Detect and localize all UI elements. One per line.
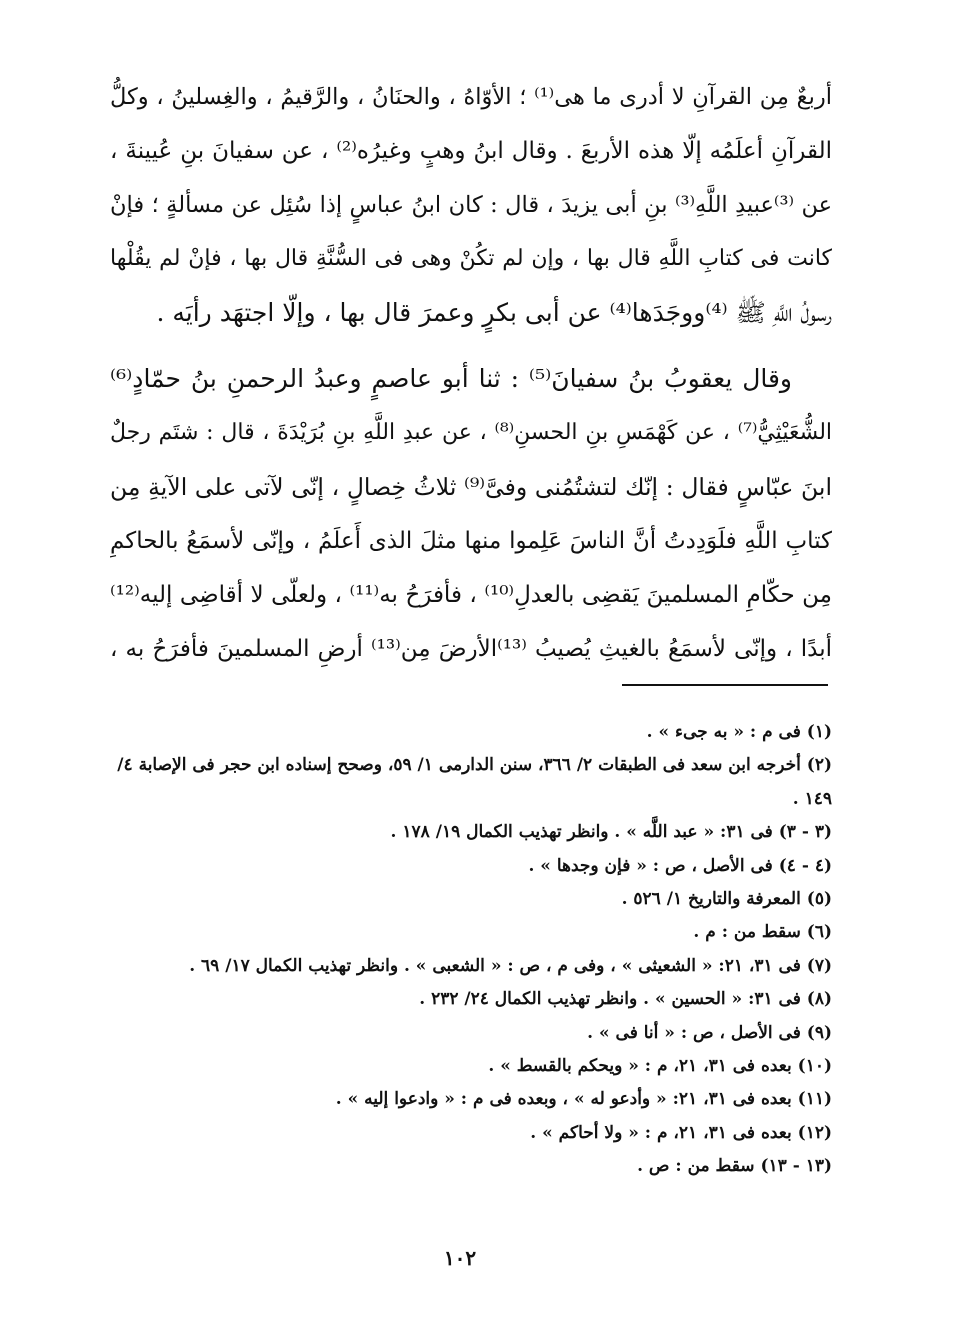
footnote: (٤ - ٤) فى الأصل ، ص : « فإن وجدها » . <box>528 855 832 876</box>
text-line: أبدًا ، وإنّى لأسمَعُ بالغيثِ يُصيبُ ⁽¹³⁾الأرضَ مِن⁽¹³⁾ أرضِ المسلمينَ فأفرَحُ به ، <box>110 636 832 662</box>
text-line: الشُّعَيْثِيُّ⁽⁷⁾ ، عن كَهْمَسِ بنِ الحسنِ⁽⁸⁾ ، عن عبدِ اللَّهِ بنِ بُرَيْدَةَ ، قال : شتَم رجلٌ <box>110 420 832 445</box>
text-line: عن ⁽³⁾عبيدِ اللَّهِ⁽³⁾ بنِ أبى يزيدَ ، قال : كان ابنُ عباسٍ إذا سُئِل عن مسألةٍ ؛ فإنْ <box>110 192 832 218</box>
footnote: (١٢) بعده فى ٣١، ٢١، م : « ولا أحاكم » . <box>530 1122 832 1143</box>
footnotes <box>100 716 832 1184</box>
footnote: (٥) المعرفة والتاريخ ١/ ٥٢٦ . <box>621 889 832 910</box>
text-line: القرآنِ أعلَمُه إلّا هذه الأربعَ . وقال ابنُ وهبٍ وغيرُه⁽²⁾ ، عن سفيانَ بنِ عُيينةَ ، <box>110 138 832 164</box>
footnote-continuation: ١٤٩ . <box>792 788 832 809</box>
main-text <box>110 70 832 676</box>
footnote: (١٠) بعده فى ٣١، ٢١، م : « ويحكم بالقسط » . <box>488 1056 832 1077</box>
page-number: ١٠٢ <box>443 1246 477 1270</box>
text-line: أربعٌ مِن القرآنِ لا أدرى ما هى⁽¹⁾ ؛ الأوّاهُ ، والحنَانُ ، والرَّقيمُ ، والغِسلينُ ، وكلُّ <box>110 84 832 110</box>
footnote: (١) فى م : « به جىء » . <box>646 722 832 742</box>
text-line: رسولُ اللَّهِ ﷺ ⁽⁴⁾ووجَدَها⁽⁴⁾ عن أبى بكرٍ وعمرَ قال بها ، وإلّا اجتهَد رأيَه . <box>156 298 832 327</box>
footnote: (٩) فى الأصل ، ص : « أنا فى » . <box>587 1022 832 1043</box>
footnote: (٧) فى ٣١، ٢١: « الشعيثى » ، وفى م ، ص : « الشعبى » . وانظر تهذيب الكمال ١٧/ ٦٩ . <box>189 955 832 976</box>
paragraph-gap <box>110 340 832 352</box>
footnote: (١١) بعده فى ٣١، ٢١: « وأدعو له » ، وبعده فى م : « وادعوا إليه » . <box>335 1089 832 1110</box>
text-line: مِن حكّامِ المسلمينَ يَقضِى بالعدلِ⁽¹⁰⁾ ، فأفرَحُ به⁽¹¹⁾ ، ولعلّى لا أقاضِى إليه⁽¹²⁾ <box>110 582 832 608</box>
text-line: كتابِ اللَّهِ فلَوَدِدتُ أنَّ الناسَ عَلِموا منها مثلَ الذى أَعلَمُ ، وإنّى لأسمَعُ بالحاكمِ <box>110 528 832 554</box>
footnote-separator <box>622 684 828 686</box>
footnote: (٣ - ٣) فى ٣١: « عبد اللَّه » . وانظر تهذيب الكمال ١٩/ ١٧٨ . <box>390 822 832 843</box>
footnote: (٨) فى ٣١: « الحسين » . وانظر تهذيب الكمال ٢٤/ ٢٣٢ . <box>419 989 832 1010</box>
text-line: كانت فى كتابِ اللَّهِ قال بها ، وإن لم تكُنْ وهى فى السُّنَّةِ قال بها ، فإنْ لم يقُلْها <box>110 246 832 271</box>
text-line: وقال يعقوبُ بنُ سفيانَ⁽⁵⁾ : ثنا أبو عاصمٍ وعبدُ الرحمنِ بنُ حمّادٍ⁽⁶⁾ <box>110 364 792 393</box>
footnote: (٢) أخرجه ابن سعد فى الطبقات ٢/ ٣٦٦، سنن الدارمى ١/ ٥٩، وصحح إسناده ابن حجر فى الإصابة ٤/ <box>117 755 832 776</box>
footnote: (٦) سقط من : م . <box>693 922 832 943</box>
footnote: (١٣ - ١٣) سقط من : ص . <box>637 1156 832 1177</box>
text-line: ابنَ عبّاسٍ فقال : إنّك لتشتُمُنى وفىَّ⁽⁹⁾ ثلاثُ خِصالٍ ، إنّى لآتى على الآيةِ مِن <box>110 473 832 501</box>
